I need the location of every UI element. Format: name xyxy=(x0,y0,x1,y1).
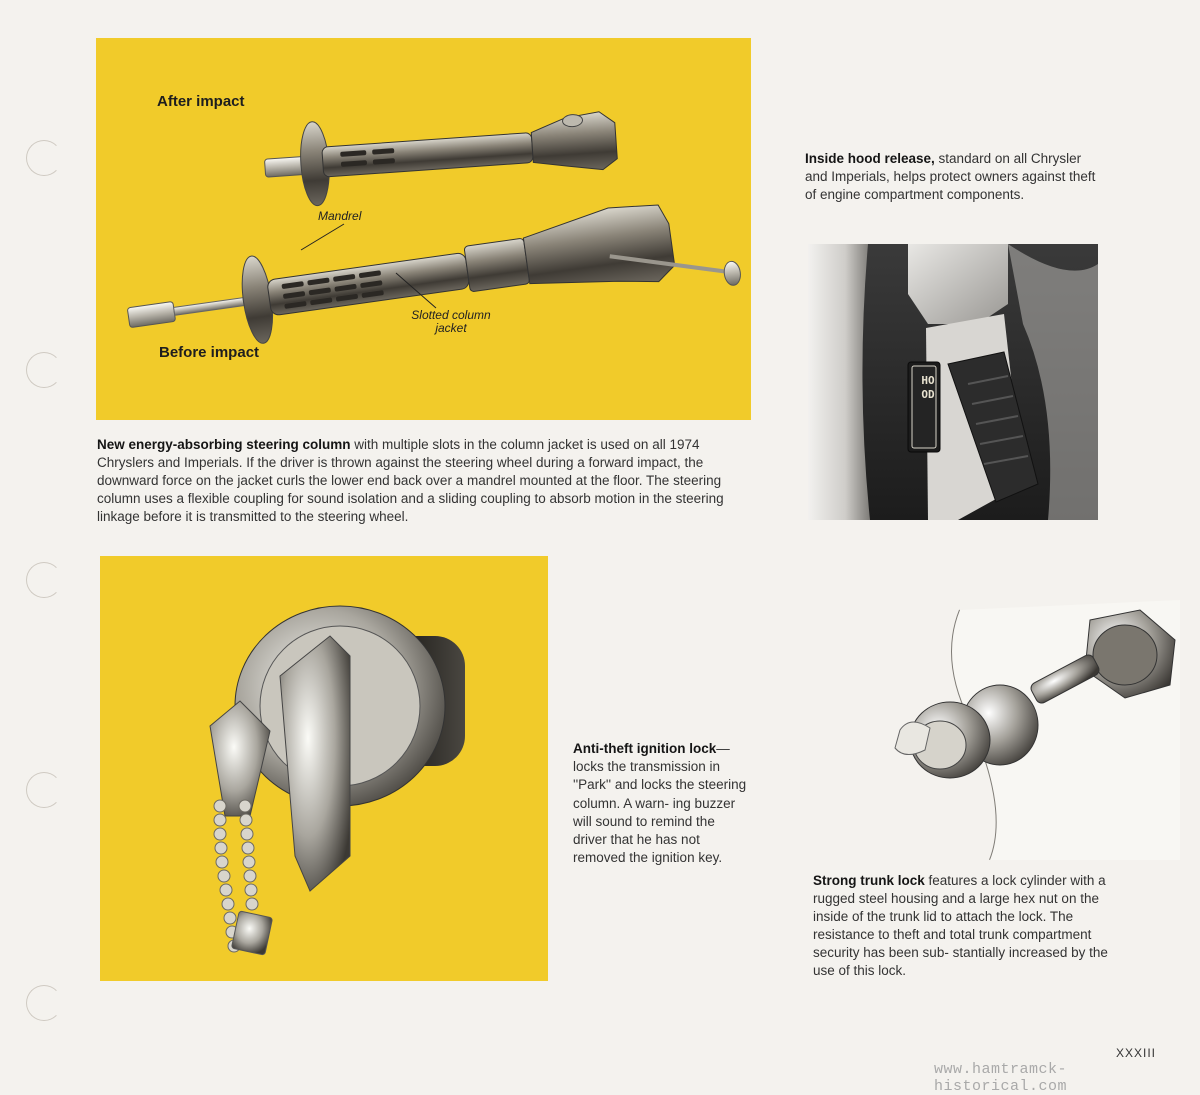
watermark: www.hamtramck-historical.com xyxy=(934,1061,1068,1095)
mandrel-label: Mandrel xyxy=(318,209,362,223)
hood-caption-body: standard on all Chrysler and Imperials, helps protect owners against theft of engine compartment components. xyxy=(805,151,1096,202)
hood-release-image xyxy=(808,244,1098,520)
steering-column-panel xyxy=(96,38,751,420)
slotted-jacket-label-line1: Slotted column xyxy=(411,308,491,322)
ignition-lock-caption xyxy=(573,740,748,867)
hood-release-caption xyxy=(805,150,1105,204)
after-impact-label: After impact xyxy=(157,93,245,110)
binder-hole xyxy=(26,772,62,808)
steering-column-illustration xyxy=(96,38,751,420)
slotted-jacket-label-line2: jacket xyxy=(435,321,467,335)
steering-caption-lead: New energy-absorbing steering column xyxy=(97,437,351,452)
hood-caption-lead: Inside hood release, xyxy=(805,151,935,166)
before-impact-label: Before impact xyxy=(159,344,260,361)
hood-release-photo xyxy=(808,244,1098,520)
binder-hole xyxy=(26,352,62,388)
page-number: XXXIII xyxy=(1116,1046,1157,1060)
trunk-lock-caption xyxy=(813,872,1113,980)
ignition-lock-panel xyxy=(100,556,548,981)
steering-column-caption xyxy=(97,436,747,526)
ignition-lock-image xyxy=(100,556,548,981)
ignition-caption-lead: Anti-theft ignition lock xyxy=(573,741,717,756)
hood-handle-text: HOOD xyxy=(921,374,935,401)
after-impact-column xyxy=(262,101,619,209)
binder-hole xyxy=(26,562,62,598)
before-impact-column xyxy=(123,189,742,369)
mandrel-leader xyxy=(301,224,344,250)
ignition-caption-body: — locks the transmission in ''Park'' and locks the steering column. A warn- ing buzzer will sound to remind the driver that he has not removed the ignition key. xyxy=(573,741,747,866)
binder-hole xyxy=(26,985,62,1021)
steering-caption-body: with multiple slots in the column jacket is used on all 1974 Chryslers and Imperials. If the driver is thrown against the steering wheel during a forward impact, the downward force on the jacket curls the lower end back over a mandrel mounted at the floor. The steering column uses a flexible coupling for sound isolation and a sliding coupling to absorb motion in the steering linkage before it is transmitted to the steering wheel. xyxy=(97,437,724,524)
trunk-caption-lead: Strong trunk lock xyxy=(813,873,925,888)
binder-hole xyxy=(26,140,62,176)
trunk-caption-body: features a lock cylinder with a rugged steel housing and a large hex nut on the inside of the trunk lid to attach the lock. The resistance to theft and total trunk compartment security has been sub- stantially increased by the use of this lock. xyxy=(813,873,1108,978)
trunk-lock-image xyxy=(880,600,1180,860)
